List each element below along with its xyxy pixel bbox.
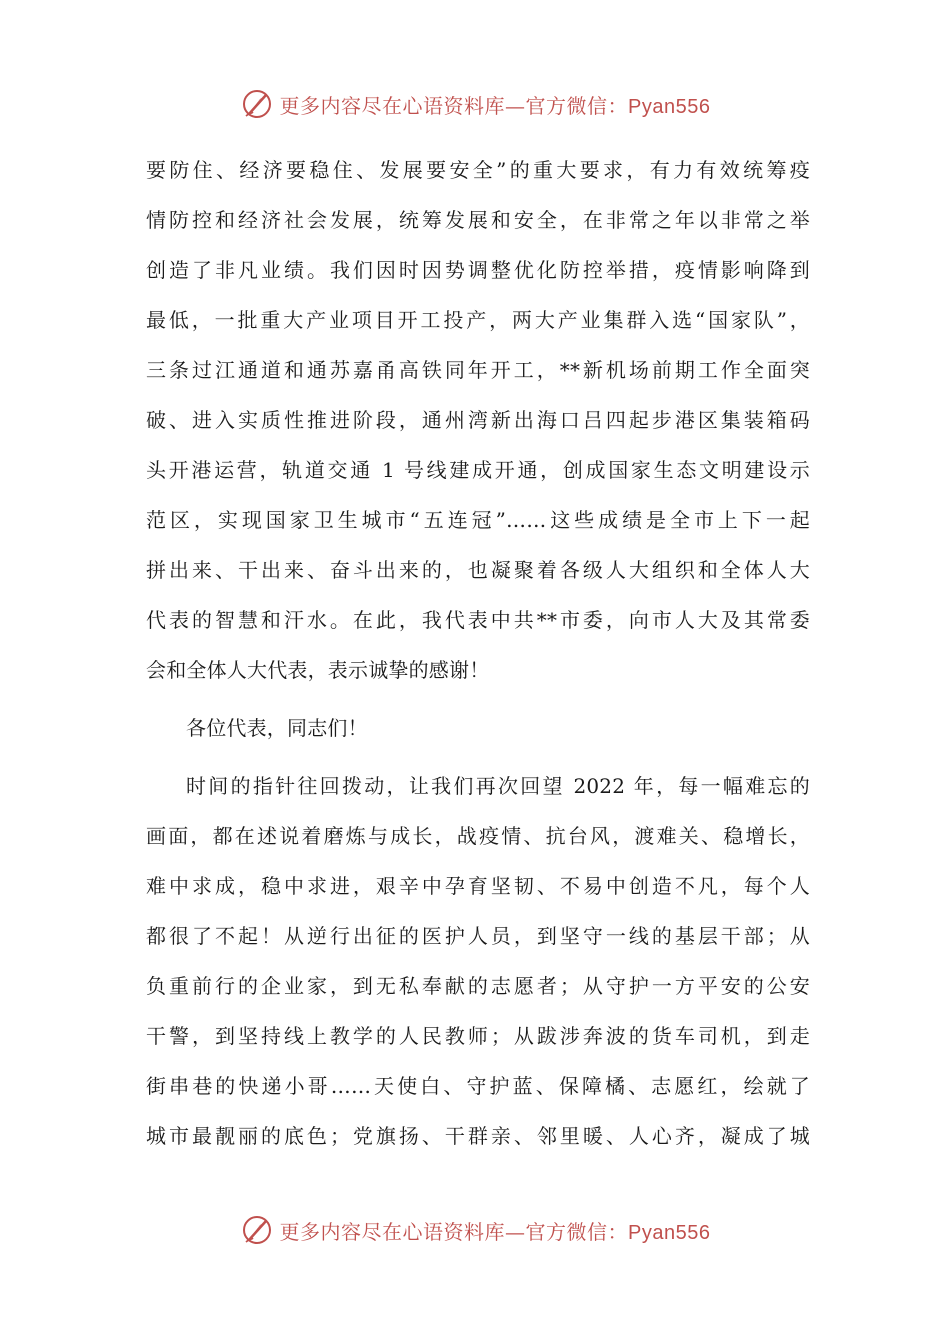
text-line: 头开港运营，轨道交通 1 号线建成开通，创成国家生态文明建设示: [146, 458, 810, 482]
footer-banner-text: 更多内容尽在心语资料库—官方微信：Pyan556: [279, 1219, 711, 1244]
text-line: 范区，实现国家卫生城市“五连冠”……这些成绩是全市上下一起: [146, 508, 810, 532]
text-line: 画面，都在述说着磨炼与成长，战疫情、抗台风，渡难关、稳增长，: [146, 824, 810, 848]
salutation-line: 各位代表，同志们！: [186, 716, 368, 740]
header-banner-text: 更多内容尽在心语资料库—官方微信：Pyan556: [279, 93, 711, 118]
text-line: 代表的智慧和汗水。在此，我代表中共**市委，向市人大及其常委: [146, 608, 810, 632]
text-line: 创造了非凡业绩。我们因时因势调整优化防控举措，疫情影响降到: [146, 258, 810, 282]
text-line: 拼出来、干出来、奋斗出来的，也凝聚着各级人大组织和全体人大: [146, 558, 810, 582]
quill-pen-logo-icon: [240, 1213, 274, 1247]
header-banner: [0, 84, 950, 124]
paragraph: [146, 766, 810, 1166]
text-line: 都很了不起！从逆行出征的医护人员，到坚守一线的基层干部；从: [146, 924, 810, 948]
text-line: 会和全体人大代表，表示诚挚的感谢！: [146, 658, 490, 682]
quill-pen-logo-icon: [240, 87, 274, 121]
text-line: 三条过江通道和通苏嘉甬高铁同年开工，**新机场前期工作全面突: [146, 358, 810, 382]
document-body: [146, 150, 810, 1166]
text-line: 街串巷的快递小哥……天使白、守护蓝、保障橘、志愿红，绘就了: [146, 1074, 810, 1098]
paragraph: [146, 708, 810, 758]
text-line: 干警，到坚持线上教学的人民教师；从跋涉奔波的货车司机，到走: [146, 1024, 810, 1048]
text-line: 时间的指针往回拨动，让我们再次回望 2022 年，每一幅难忘的: [186, 774, 810, 798]
text-line: 情防控和经济社会发展，统筹发展和安全，在非常之年以非常之举: [146, 208, 810, 232]
text-line: 难中求成，稳中求进，艰辛中孕育坚韧、不易中创造不凡，每个人: [146, 874, 810, 898]
text-line: 城市最靓丽的底色；党旗扬、干群亲、邻里暖、人心齐，凝成了城: [146, 1124, 810, 1148]
paragraph: [146, 150, 810, 700]
text-line: 破、进入实质性推进阶段，通州湾新出海口吕四起步港区集装箱码: [146, 408, 810, 432]
footer-banner: [0, 1210, 950, 1250]
text-line: 要防住、经济要稳住、发展要安全”的重大要求，有力有效统筹疫: [146, 158, 810, 182]
text-line: 负重前行的企业家，到无私奉献的志愿者；从守护一方平安的公安: [146, 974, 810, 998]
text-line: 最低，一批重大产业项目开工投产，两大产业集群入选“国家队”，: [146, 308, 810, 332]
